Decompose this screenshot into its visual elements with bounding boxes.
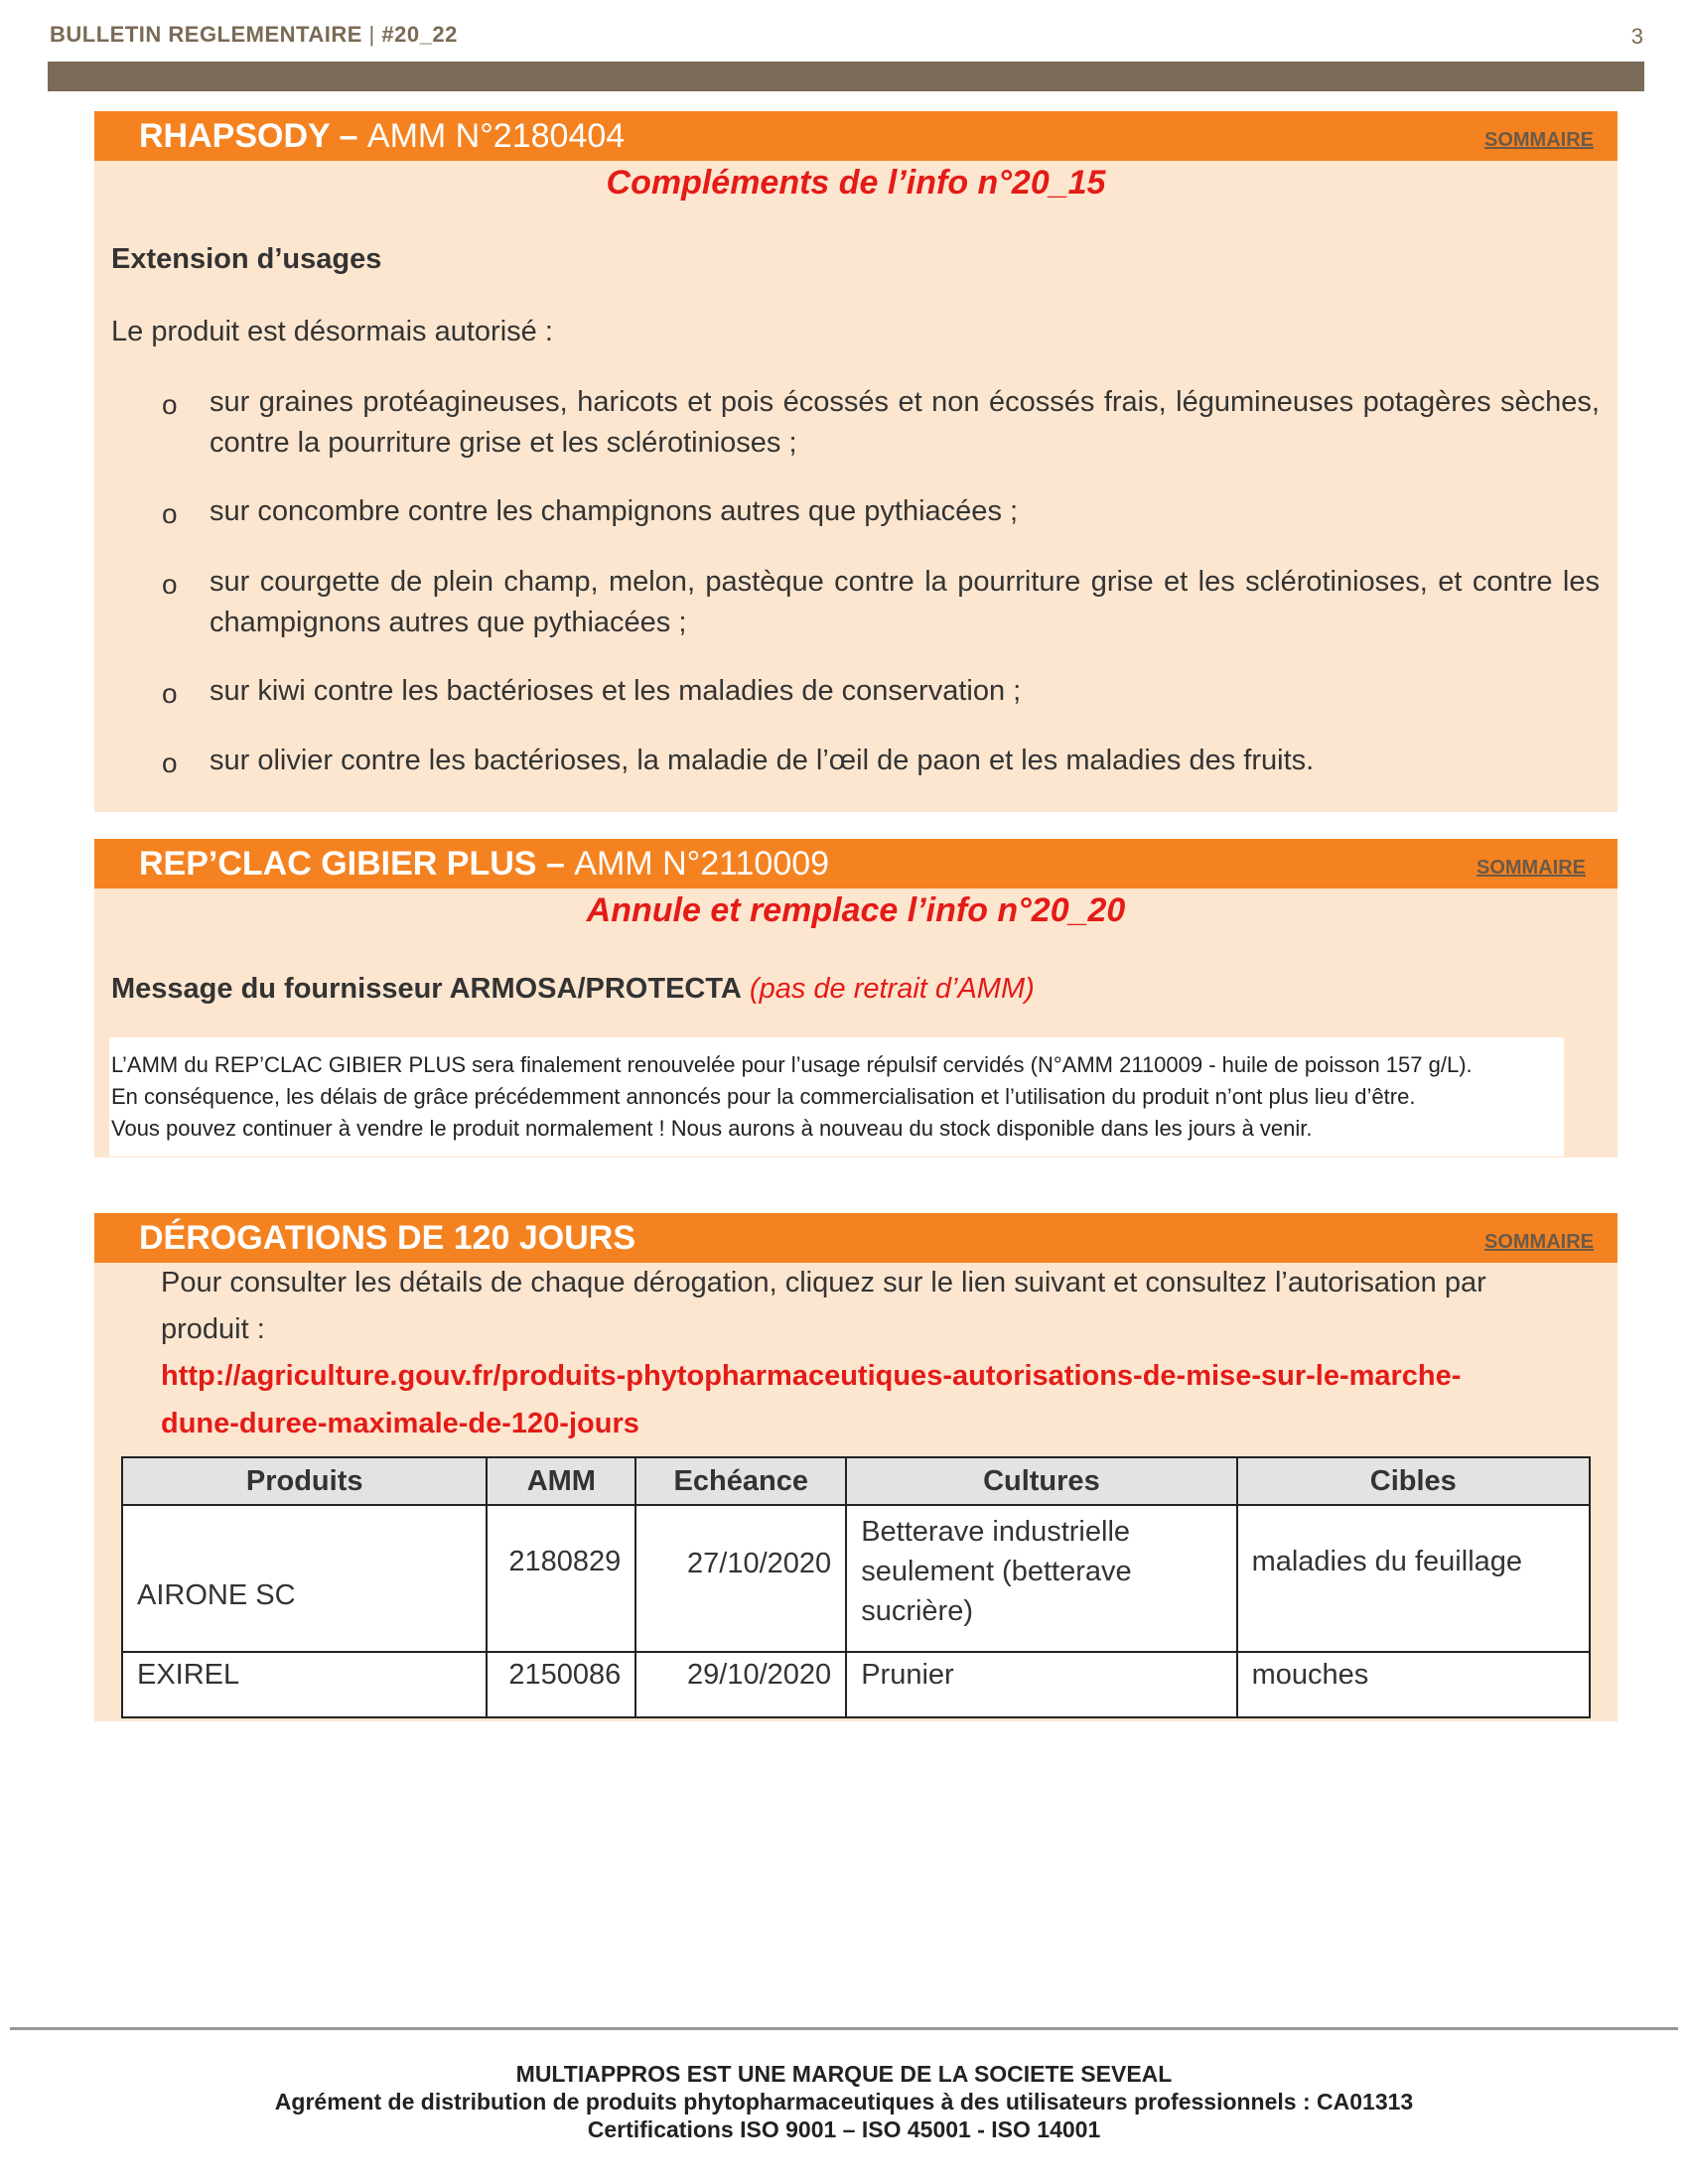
- supplier-message-box: [109, 1037, 1564, 1157]
- bullet-item: sur courgette de plein champ, melon, pastèque contre la pourriture grise et les sclérotinioses, et contre les champignons autres que pythiacées ;: [210, 566, 1600, 638]
- message-line: L’AMM du REP’CLAC GIBIER PLUS sera finalement renouvelée pour l’usage répulsif cervidés (N°AMM 2110009 - huile de poisson 157 g/L).: [111, 1052, 1473, 1077]
- derogations-header: [94, 1213, 1618, 1263]
- sommaire-link[interactable]: SOMMAIRE: [1477, 857, 1586, 879]
- rhapsody-amm: AMM N°2180404: [366, 117, 626, 155]
- bullet-icon: o: [162, 389, 178, 420]
- repclac-subtitle: Annule et remplace l’info n°20_20: [586, 891, 1126, 929]
- repclac-header: [94, 839, 1618, 888]
- rhapsody-intro: Le produit est désormais autorisé :: [111, 316, 553, 347]
- rhapsody-subtitle: Compléments de l’info n°20_15: [606, 164, 1106, 202]
- table-row: [122, 1652, 1590, 1717]
- supplier-message-heading: [111, 973, 1035, 1006]
- col-header-echeance: Echéance: [635, 1457, 846, 1505]
- page-number: 3: [1630, 24, 1643, 49]
- message-line: Vous pouvez continuer à vendre le produit normalement ! Nous aurons à nouveau du stock disponible dans les jours à venir.: [111, 1116, 1313, 1141]
- derogations-link-cont[interactable]: dune-duree-maximale-de-120-jours: [161, 1408, 639, 1439]
- cell-echeance: 29/10/2020: [635, 1652, 846, 1717]
- cell-echeance: 27/10/2020: [635, 1505, 846, 1652]
- table-row: [122, 1505, 1590, 1652]
- header-bar: [48, 62, 1644, 91]
- footer-certifications: Certifications ISO 9001 – ISO 45001 - ISO 14001: [587, 2116, 1101, 2142]
- col-header-cibles: Cibles: [1237, 1457, 1590, 1505]
- supplier-message-title: Message du fournisseur ARMOSA/PROTECTA: [111, 973, 742, 1005]
- derogations-intro-cont: produit :: [161, 1313, 265, 1345]
- repclac-amm: AMM N°2110009: [574, 845, 830, 883]
- cell-produit: AIRONE SC: [122, 1505, 487, 1652]
- rhapsody-name: RHAPSODY –: [139, 117, 358, 155]
- col-header-cultures: Cultures: [846, 1457, 1236, 1505]
- bullet-item: sur graines protéagineuses, haricots et pois écossés et non écossés frais, légumineuses potagères sèches, contre la pourriture grise et les sclérotinioses ;: [210, 386, 1600, 459]
- bullet-item: sur kiwi contre les bactérioses et les maladies de conservation ;: [210, 675, 1022, 707]
- table-header-row: [122, 1457, 1590, 1505]
- rhapsody-header: [94, 111, 1618, 161]
- sommaire-link[interactable]: SOMMAIRE: [1484, 129, 1594, 151]
- rhapsody-title: [139, 117, 625, 156]
- cell-cibles: maladies du feuillage: [1237, 1505, 1590, 1652]
- bullet-icon: o: [162, 678, 178, 709]
- cell-cibles: mouches: [1237, 1652, 1590, 1717]
- supplier-message-note: (pas de retrait d’AMM): [749, 973, 1035, 1005]
- footer-company: MULTIAPPROS EST UNE MARQUE DE LA SOCIETE SEVEAL: [515, 2061, 1173, 2087]
- cell-amm: 2180829: [487, 1505, 635, 1652]
- bulletin-title-text: BULLETIN REGLEMENTAIRE: [50, 22, 362, 47]
- col-header-produits: Produits: [122, 1457, 487, 1505]
- sommaire-link[interactable]: SOMMAIRE: [1484, 1231, 1594, 1253]
- repclac-name: REP’CLAC GIBIER PLUS –: [139, 845, 565, 883]
- cell-amm: 2150086: [487, 1652, 635, 1717]
- cell-cultures: Betterave industrielle seulement (betterave sucrière): [846, 1505, 1236, 1652]
- bulletin-title: [50, 22, 458, 48]
- derogations-link[interactable]: http://agriculture.gouv.fr/produits-phytopharmaceutiques-autorisations-de-mise-sur-le-marche-: [161, 1360, 1462, 1392]
- bullet-item: sur olivier contre les bactérioses, la maladie de l’œil de paon et les maladies des fruits.: [210, 745, 1315, 776]
- footer-divider: [10, 2027, 1678, 2030]
- cell-produit: EXIREL: [122, 1652, 487, 1717]
- bullet-icon: o: [162, 569, 178, 600]
- bullet-icon: o: [162, 498, 178, 529]
- derogations-title: DÉROGATIONS DE 120 JOURS: [139, 1219, 636, 1257]
- footer-agrement: Agrément de distribution de produits phytopharmaceutiques à des utilisateurs professionnels : CA01313: [274, 2089, 1414, 2115]
- bulletin-issue: #20_22: [381, 22, 458, 47]
- col-header-amm: AMM: [487, 1457, 635, 1505]
- repclac-title: [139, 845, 829, 884]
- message-line: En conséquence, les délais de grâce précédemment annoncés pour la commercialisation et l’utilisation du produit n’ont plus lieu d’être.: [111, 1084, 1416, 1109]
- derogations-intro: Pour consulter les détails de chaque dérogation, cliquez sur le lien suivant et consultez l’autorisation par: [161, 1267, 1486, 1298]
- bullet-icon: o: [162, 748, 178, 778]
- cell-cultures: Prunier: [846, 1652, 1236, 1717]
- bullet-item: sur concombre contre les champignons autres que pythiacées ;: [210, 495, 1019, 527]
- title-separator: |: [368, 22, 375, 47]
- derogations-table: [121, 1456, 1591, 1718]
- extension-heading: Extension d’usages: [111, 243, 382, 275]
